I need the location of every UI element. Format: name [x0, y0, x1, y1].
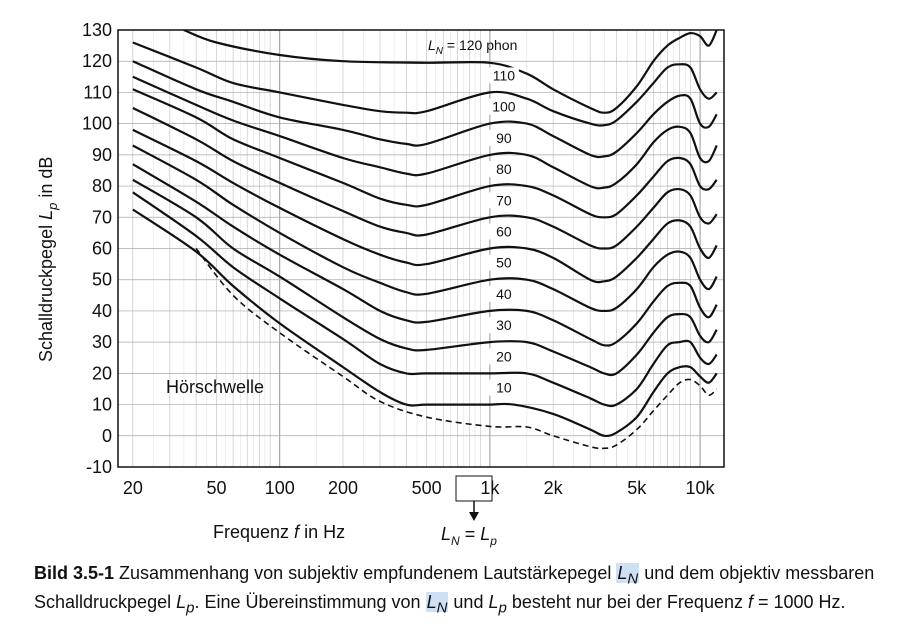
loudness-curve-20 [133, 192, 717, 406]
y-tick-label: 10 [91, 394, 112, 415]
x-tick-label: 20 [122, 478, 143, 498]
loudness-curve-30 [133, 180, 717, 375]
loudness-curve-110 [133, 43, 717, 126]
y-tick-label: 110 [83, 82, 112, 103]
figure-caption [34, 562, 884, 619]
caption-text-4: und [448, 591, 489, 612]
x-tick-label: 100 [264, 478, 295, 498]
grid [118, 30, 724, 467]
curve-label: 70 [496, 192, 512, 209]
caption-ln-1: $L_N$ [617, 563, 639, 588]
x-tick-label: 500 [411, 478, 442, 498]
x-tick-label: 200 [327, 478, 359, 498]
threshold-curve [196, 249, 717, 449]
y-tick-label: 0 [101, 425, 112, 446]
caption-text-2: und dem objektiv messbaren Schalldruckpegel [34, 563, 875, 612]
curve-label: 90 [496, 129, 512, 146]
y-tick-label: 80 [91, 176, 112, 197]
x-axis-title: Frequenz f in Hz [213, 522, 346, 542]
loudness-curve-70 [133, 108, 717, 249]
caption-text-6: = 1000 Hz. [753, 591, 846, 612]
loudness-curve-40 [133, 164, 717, 345]
marker-equation [441, 524, 497, 548]
y-tick-label: 130 [81, 20, 112, 40]
x-tick-label: 5k [627, 478, 647, 498]
y-tick-label: 60 [91, 238, 112, 259]
x-tick-label: 2k [543, 478, 563, 498]
eq-rhs-sub: p [490, 534, 497, 548]
caption-f-var: f [747, 591, 753, 612]
caption-text-3: . Eine Übereinstimmung von [194, 591, 426, 612]
x-tick-label: 50 [206, 478, 227, 498]
x-tick-label: 1k [480, 478, 500, 498]
curve-labels [489, 67, 519, 395]
curve-label: 100 [492, 98, 516, 115]
curve-label: 50 [496, 254, 512, 271]
curve-label: 10 [496, 379, 512, 396]
caption-lp-1: $L_p$ [176, 591, 195, 617]
curve-label: 80 [496, 161, 512, 178]
curve-label: 110 [492, 67, 516, 84]
y-tick-label: 90 [91, 144, 112, 165]
caption-ln-2: $L_N$ [426, 591, 448, 617]
curve-label: 20 [496, 348, 512, 365]
y-tick-label: 70 [91, 207, 112, 228]
top-curve-label: $L_N = 120$ phon [428, 37, 518, 57]
y-tick-label: 30 [91, 332, 112, 353]
x-tick-label: 10k [685, 478, 715, 498]
caption-lp-2: $L_p$ [488, 591, 507, 617]
curve-label: 40 [496, 285, 512, 302]
eq-lhs: L [441, 524, 452, 544]
y-tick-label: 50 [91, 269, 112, 290]
eq-sign: = [459, 524, 481, 544]
y-axis-title: Schalldruckpegel $L_p$ in dB [36, 156, 60, 362]
caption-text-1: Zusammenhang von subjektiv empfundenem Lautstärkepegel [114, 563, 617, 583]
curve-label: 30 [496, 317, 512, 334]
y-tick-label: -10 [85, 457, 112, 477]
curve-label: 60 [496, 223, 512, 240]
threshold-label: Hörschwelle [166, 377, 265, 397]
caption-text-5: besteht nur bei der Frequenz [506, 591, 748, 612]
caption-number: Bild 3.5-1 [34, 563, 115, 583]
marker-arrow-head [469, 512, 479, 521]
axis-ticks [82, 20, 716, 498]
loudness-curve-50 [133, 146, 717, 311]
y-tick-label: 100 [81, 113, 112, 134]
y-tick-label: 20 [91, 363, 112, 384]
eq-lhs-sub: N [451, 534, 460, 548]
y-tick-label: 40 [91, 300, 112, 321]
eq-rhs: L [480, 524, 491, 544]
y-tick-label: 120 [81, 51, 112, 72]
